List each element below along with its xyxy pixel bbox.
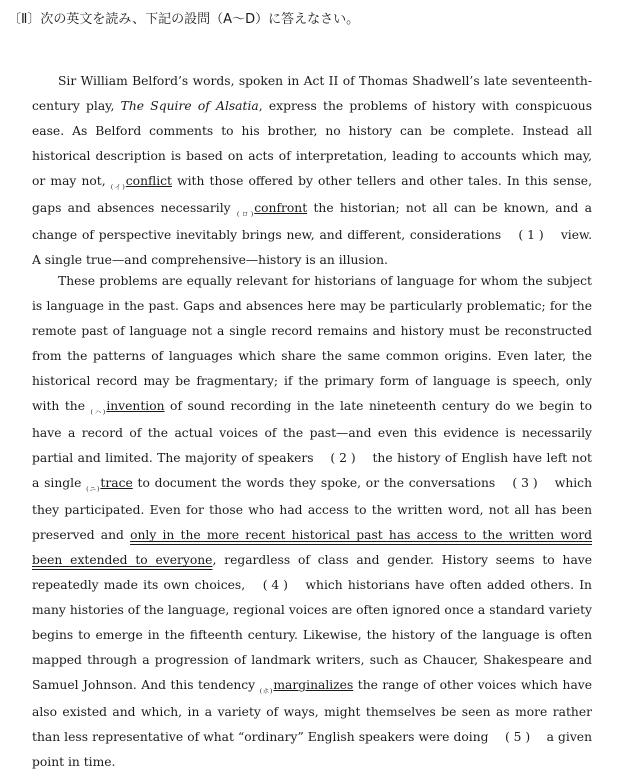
blank-3: ( 3 ) xyxy=(512,476,538,491)
question-header: 〔Ⅱ〕次の英文を読み、下記の設問（A～D）に答えなさい。 xyxy=(8,12,360,27)
blank-2: ( 2 ) xyxy=(330,451,356,466)
paragraph-2 xyxy=(32,269,592,775)
text-run: with those offered by other tellers and other tales. In this sense, gaps and absences necessarily xyxy=(32,174,592,216)
blank-5: ( 5 ) xyxy=(504,730,531,745)
text-run: the historian; not all can be known, and a change of perspective inevitably brings new, and different, considerations xyxy=(32,201,592,243)
marker-ni: (ニ) xyxy=(86,485,100,494)
text-run: view. A single true—and comprehensive—history is an illusion. xyxy=(32,228,592,268)
text-run: which they participated. Even for those who had access to the written word, not all has been preserved and xyxy=(32,476,592,543)
underlined-word-confront: confront xyxy=(254,201,308,216)
text-run: the range of other voices which have also existed and which, in a variety of ways, might themselves be seen as more rather than less representative of what “ordinary” English speakers were doing xyxy=(32,678,593,745)
double-underlined-sentence: only in the more recent historical past has access to the written word been extended to everyone xyxy=(32,528,592,568)
marker-i: (イ) xyxy=(110,183,125,192)
text-run: to document the words they spoke, or the conversations xyxy=(132,476,496,491)
marker-ro: (ロ) xyxy=(236,210,254,219)
text-run: , regardless of class and gender. History seems to have repeatedly made its own choices, xyxy=(32,553,593,593)
text-run: These problems are equally relevant for historians of language for whom the subject is language in the past. Gaps and absences here may be particularly problematic; for the remote past of language not a single record remains and history must be reconstructed from the patterns of languages which share the same common origins. Even later, the historical record may be fragmentary; if the primary form of language is speech, only with the xyxy=(32,274,592,414)
underlined-word-conflict: conflict xyxy=(125,174,172,189)
blank-4: ( 4 ) xyxy=(262,578,288,593)
text-run: a given point in time. xyxy=(32,730,592,770)
underlined-word-trace: trace xyxy=(100,476,133,491)
text-run: , express the problems of history with conspicuous ease. As Belford comments to his brother, no history can be complete. Instead all historical description is based on acts of interpretation, leading to accounts which may, or may not, xyxy=(32,99,592,189)
play-title: The Squire of Alsatia xyxy=(120,99,259,114)
underlined-word-marginalizes: marginalizes xyxy=(273,678,354,693)
blank-1: ( 1 ) xyxy=(518,228,544,243)
paragraph-1 xyxy=(32,69,592,273)
marker-ha: (ハ) xyxy=(90,408,106,417)
text-run: of sound recording in the late nineteenth century do we begin to have a record of the actual voices of the past—and even this evidence is necessarily partial and limited. The majority of speakers xyxy=(32,399,592,466)
marker-ho: (ホ) xyxy=(259,687,273,696)
text-run: the history of English have left not a single xyxy=(32,451,592,491)
text-run: Sir William Belford’s words, spoken in Act II of Thomas Shadwell’s late seventeenth-century play, xyxy=(32,74,592,114)
text-run: which historians have often added others. In many histories of the language, regional voices are often ignored once a standard variety begins to emerge in the fifteenth century. Likewise, the history of the language is often mapped through a progression of landmark writers, such as Chaucer, Shakespeare and Samuel Johnson. And this tendency xyxy=(32,578,592,693)
underlined-word-invention: invention xyxy=(106,399,165,414)
